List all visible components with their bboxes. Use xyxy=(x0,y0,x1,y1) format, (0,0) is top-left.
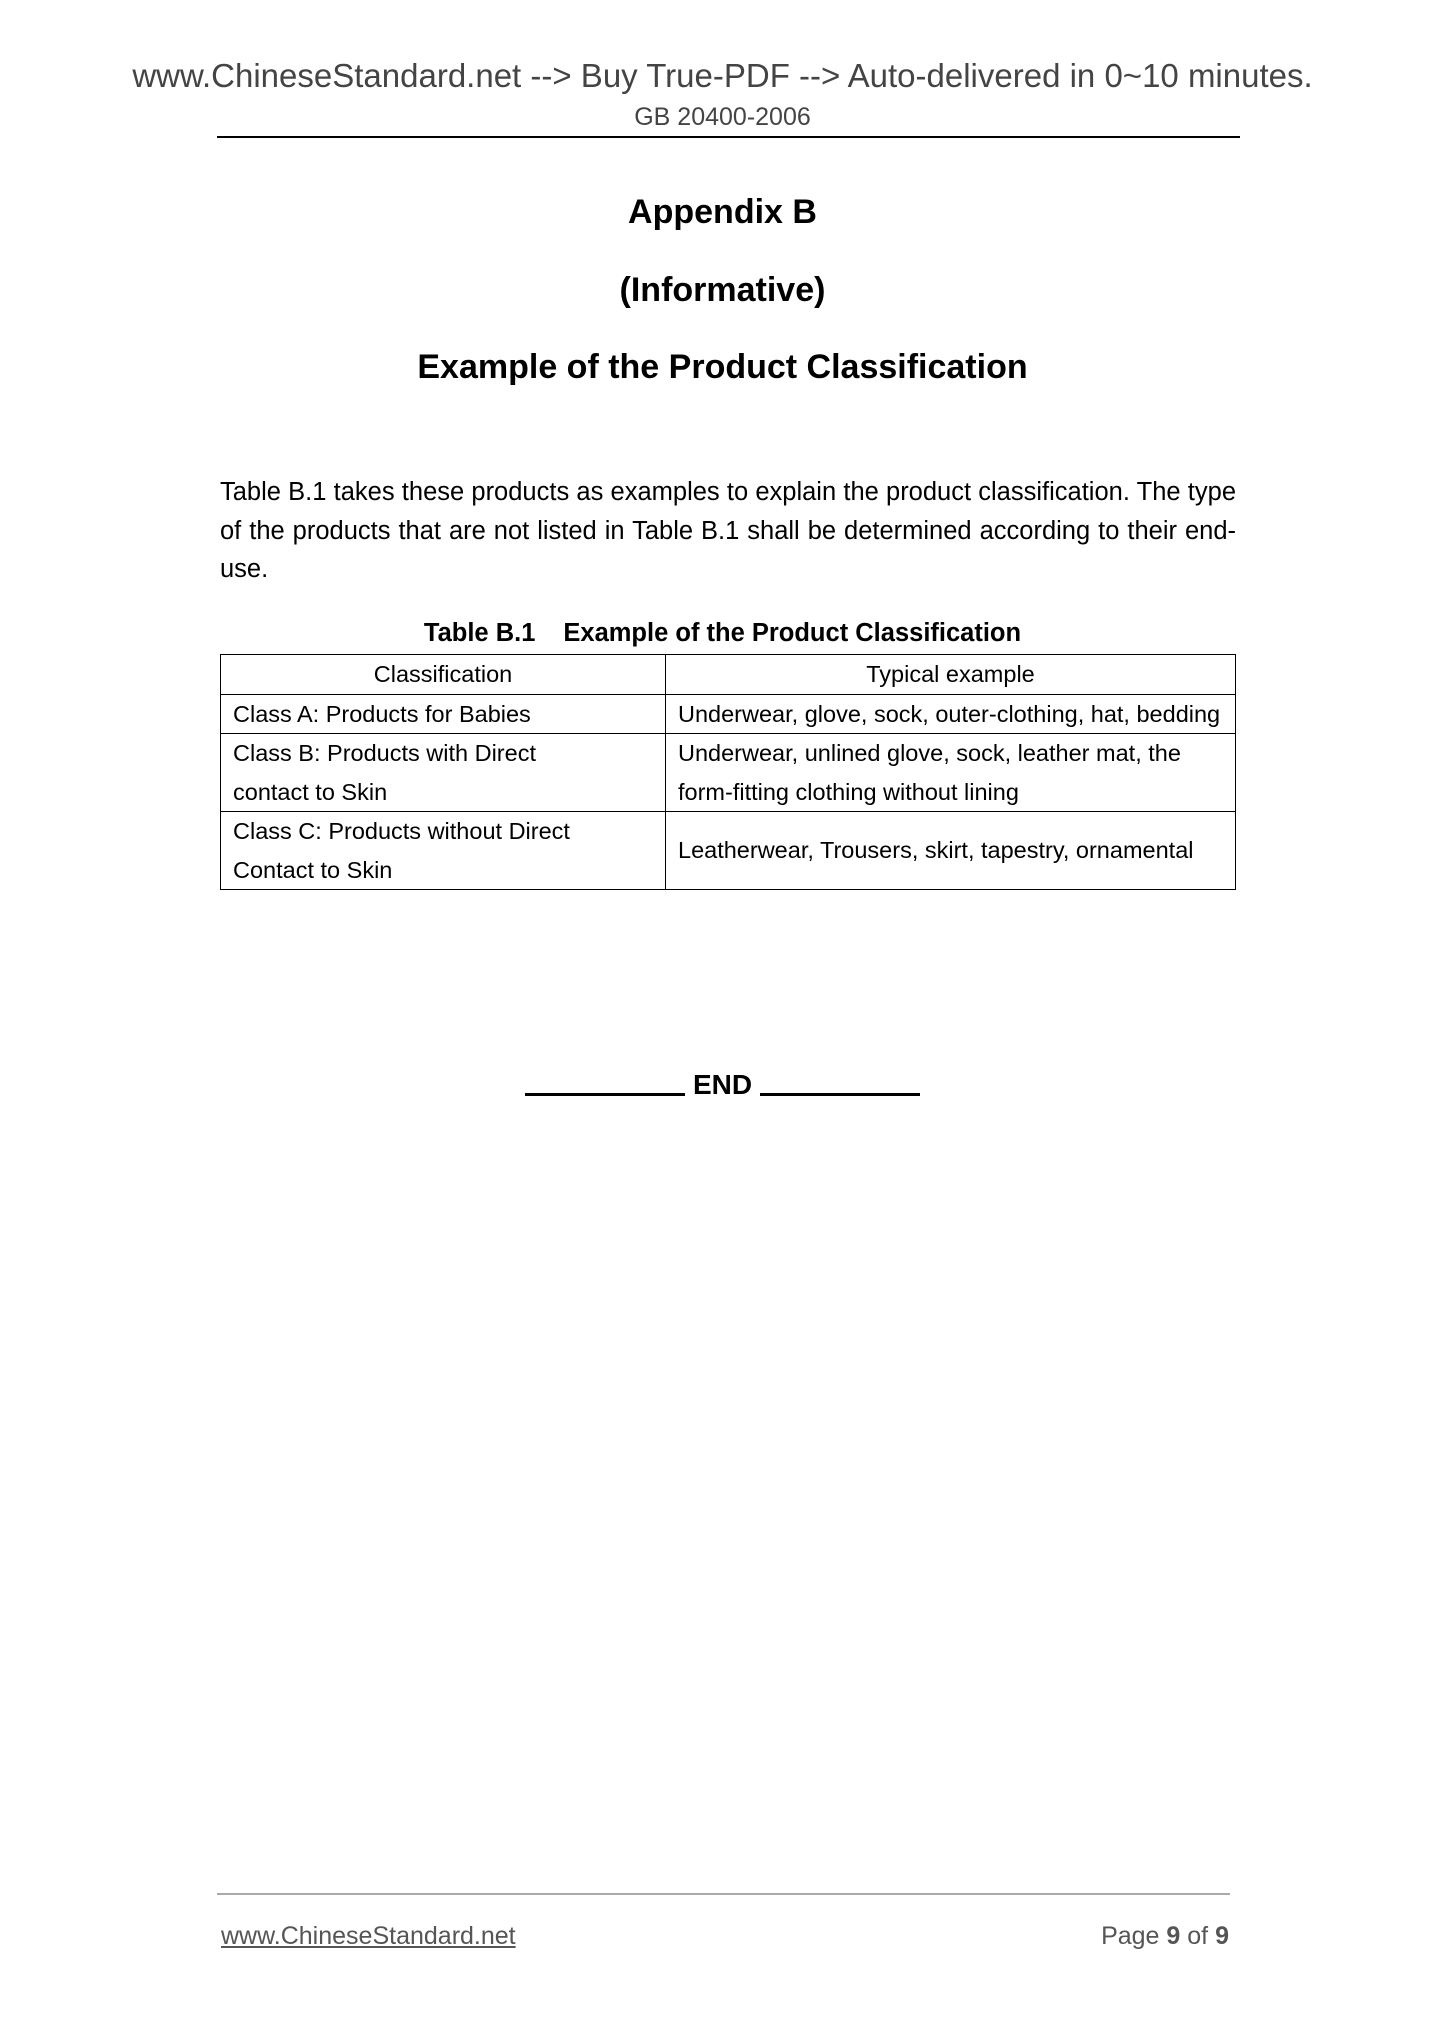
table-header-row xyxy=(221,655,1236,695)
classification-table xyxy=(220,654,1236,890)
page-of: of xyxy=(1187,1922,1209,1950)
table-caption-title: Example of the Product Classification xyxy=(563,619,1022,647)
table-row xyxy=(221,812,1236,890)
appendix-subject: Example of the Product Classification xyxy=(417,348,1028,386)
example-cell: Underwear, unlined glove, sock, leather mat, the form-fitting clothing without lining xyxy=(666,734,1236,812)
table-caption-number: Table B.1 xyxy=(423,619,536,647)
classification-cell: Class B: Products with Direct contact to Skin xyxy=(221,734,666,812)
appendix-type: (Informative) xyxy=(619,271,826,309)
page-indicator xyxy=(1101,1922,1229,1951)
top-banner: www.ChineseStandard.net --> Buy True-PDF --> Auto-delivered in 0~10 minutes. xyxy=(132,57,1313,94)
intro-paragraph: Table B.1 takes these products as examples to explain the product classification. The type of the products that are not listed in Table B.1 shall be determined according to their end-use. xyxy=(220,478,1236,583)
table-row xyxy=(221,694,1236,734)
footer-divider xyxy=(217,1893,1230,1895)
end-line-right xyxy=(760,1093,920,1096)
end-label: END xyxy=(692,1069,753,1100)
end-line-left xyxy=(525,1093,685,1096)
table-row xyxy=(221,734,1236,812)
table-caption xyxy=(0,619,1445,648)
column-header-typical-example: Typical example xyxy=(666,655,1236,695)
column-header-classification: Classification xyxy=(221,655,666,695)
page-total: 9 xyxy=(1215,1922,1229,1950)
document-code: GB 20400-2006 xyxy=(634,103,811,131)
header-divider xyxy=(217,136,1240,138)
example-cell: Leatherwear, Trousers, skirt, tapestry, ornamental xyxy=(666,812,1236,890)
end-marker xyxy=(0,1069,1445,1101)
appendix-title: Appendix B xyxy=(628,193,817,231)
page-current: 9 xyxy=(1166,1922,1181,1950)
classification-cell: Class A: Products for Babies xyxy=(221,694,666,734)
page-prefix: Page xyxy=(1101,1922,1160,1950)
classification-cell: Class C: Products without Direct Contact to Skin xyxy=(221,812,666,890)
example-cell: Underwear, glove, sock, outer-clothing, hat, bedding xyxy=(666,694,1236,734)
footer-website-link[interactable]: www.ChineseStandard.net xyxy=(221,1922,516,1950)
